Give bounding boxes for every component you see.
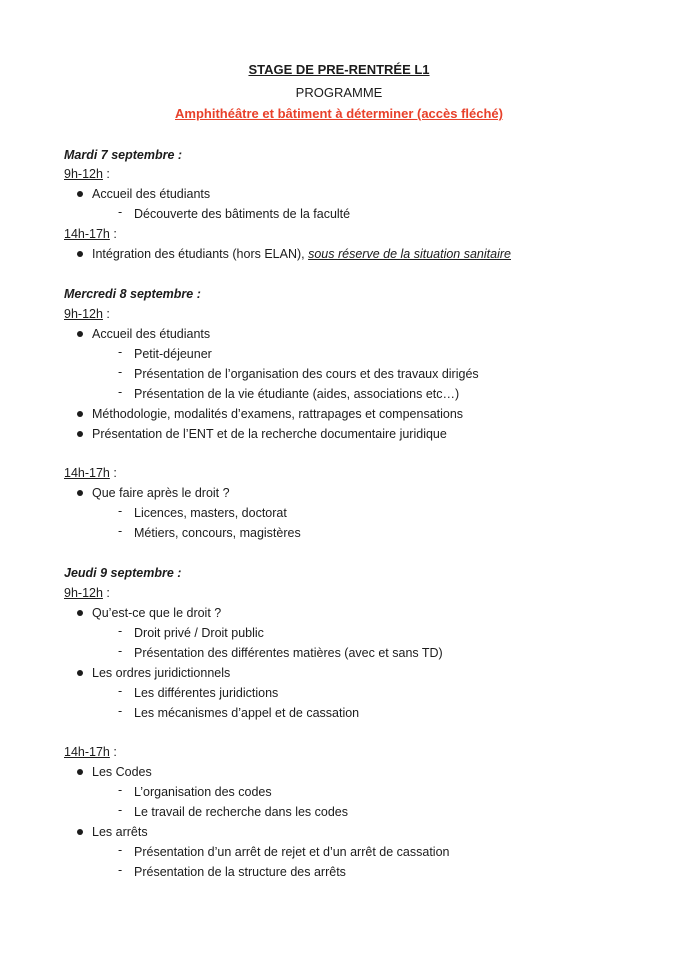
bullet-dot-icon	[77, 411, 83, 417]
day-heading: Jeudi 9 septembre :	[64, 566, 182, 580]
session-time: 9h-12h :	[64, 586, 110, 600]
bullet-dot-icon	[77, 331, 83, 337]
bullet-item: Accueil des étudiants	[92, 186, 210, 202]
day-heading: Mardi 7 septembre :	[64, 148, 183, 162]
sub-item: - Licences, masters, doctorat	[118, 504, 287, 520]
sub-item: - Présentation de la vie étudiante (aides, associations etc…)	[118, 385, 460, 401]
bullet-item: Les ordres juridictionnels	[92, 665, 230, 681]
session-time: 9h-12h :	[64, 167, 110, 181]
location-note: Amphithéâtre et bâtiment à déterminer (accès fléché)	[175, 106, 503, 121]
bullet-dot-icon	[77, 829, 83, 835]
document-subtitle: PROGRAMME	[295, 85, 383, 100]
bullet-dot-icon	[77, 670, 83, 676]
bullet-dot-icon	[77, 191, 83, 197]
session-time: 14h-17h :	[64, 227, 117, 241]
sub-item: - Les mécanismes d’appel et de cassation	[118, 704, 360, 720]
bullet-item: Les arrêts	[92, 824, 148, 840]
session-time: 14h-17h :	[64, 466, 117, 480]
sub-item: - Présentation d’un arrêt de rejet et d’un arrêt de cassation	[118, 843, 450, 859]
bullet-item: Accueil des étudiants	[92, 326, 210, 342]
sub-item: - Présentation de la structure des arrêts	[118, 863, 346, 879]
sub-item: - Droit privé / Droit public	[118, 624, 264, 640]
bullet-dot-icon	[77, 431, 83, 437]
sub-item: - Présentation des différentes matières (avec et sans TD)	[118, 644, 443, 660]
sub-item: - L’organisation des codes	[118, 783, 272, 799]
sub-item: - Les différentes juridictions	[118, 684, 279, 700]
bullet-dot-icon	[77, 251, 83, 257]
document-title: STAGE DE PRE-RENTRÉE L1	[248, 62, 430, 77]
bullet-item: Les Codes	[92, 764, 152, 780]
sanitary-reserve-note: sous réserve de la situation sanitaire	[308, 247, 511, 261]
bullet-dot-icon	[77, 610, 83, 616]
bullet-item: Que faire après le droit ?	[92, 485, 230, 501]
sub-item: - Découverte des bâtiments de la faculté	[118, 205, 351, 221]
bullet-item: Intégration des étudiants (hors ELAN), sous réserve de la situation sanitaire	[92, 246, 511, 262]
sub-item: - Présentation de l’organisation des cours et des travaux dirigés	[118, 365, 479, 381]
bullet-dot-icon	[77, 769, 83, 775]
bullet-item: Méthodologie, modalités d’examens, rattrapages et compensations	[92, 406, 463, 422]
bullet-dot-icon	[77, 490, 83, 496]
bullet-item: Présentation de l’ENT et de la recherche documentaire juridique	[92, 426, 447, 442]
day-heading: Mercredi 8 septembre :	[64, 287, 201, 301]
sub-item: - Le travail de recherche dans les codes	[118, 803, 349, 819]
sub-item: - Petit-déjeuner	[118, 345, 212, 361]
session-time: 14h-17h :	[64, 745, 117, 759]
session-time: 9h-12h :	[64, 307, 110, 321]
sub-item: - Métiers, concours, magistères	[118, 524, 301, 540]
bullet-item: Qu’est-ce que le droit ?	[92, 605, 221, 621]
